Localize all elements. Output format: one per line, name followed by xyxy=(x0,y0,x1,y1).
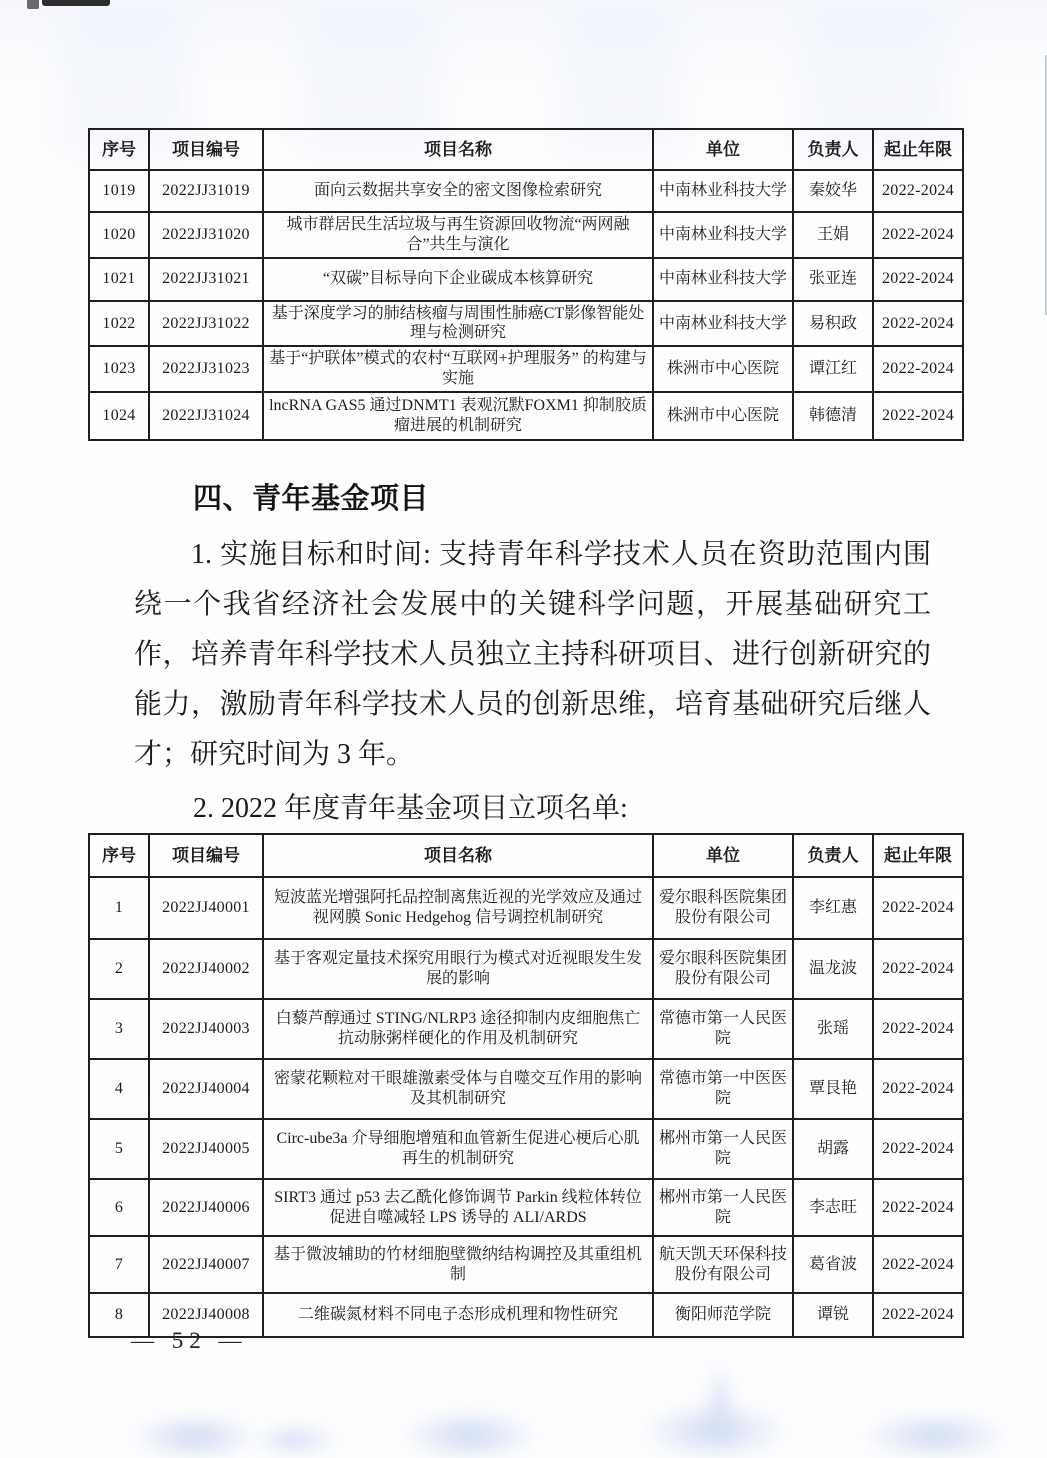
cell-code: 2022JJ40001 xyxy=(149,877,263,939)
cell-code: 2022JJ31024 xyxy=(149,392,263,440)
cell-code: 2022JJ40005 xyxy=(149,1119,263,1179)
header-project-code: 项目编号 xyxy=(149,834,263,877)
cell-code: 2022JJ31021 xyxy=(149,258,263,301)
table-row xyxy=(89,1119,963,1179)
table-row xyxy=(89,212,963,258)
cell-no: 8 xyxy=(89,1293,149,1337)
paragraph-line: 才；研究时间为 3 年。 xyxy=(134,739,415,770)
cell-name: 白藜芦醇通过 STING/NLRP3 途径抑制内皮细胞焦亡抗动脉粥样硬化的作用及机制研究 xyxy=(263,999,653,1059)
cell-leader: 谭锐 xyxy=(793,1293,873,1337)
cell-no: 4 xyxy=(89,1059,149,1119)
cell-code: 2022JJ40007 xyxy=(149,1236,263,1293)
paragraph-line: 能力，激励青年科学技术人员的创新思维，培育基础研究后继人 xyxy=(134,689,931,720)
page-number: — 52 — xyxy=(131,1328,248,1353)
cell-code: 2022JJ40006 xyxy=(149,1179,263,1236)
cell-no: 5 xyxy=(89,1119,149,1179)
cell-unit: 衡阳师范学院 xyxy=(653,1293,793,1337)
cell-code: 2022JJ40002 xyxy=(149,939,263,999)
table-header-row xyxy=(89,129,963,170)
cell-code: 2022JJ40008 xyxy=(149,1293,263,1337)
cell-years: 2022-2024 xyxy=(873,1119,963,1179)
scan-smudge xyxy=(250,1420,340,1458)
cell-name: 短波蓝光增强阿托品控制离焦近视的光学效应及通过视网膜 Sonic Hedgehog 信号调控机制研究 xyxy=(263,877,653,939)
cell-years: 2022-2024 xyxy=(873,877,963,939)
projects-table-senior xyxy=(88,128,964,441)
cell-no: 2 xyxy=(89,939,149,999)
paragraph-line: 1. 实施目标和时间: 支持青年科学技术人员在资助范围内围 xyxy=(191,539,931,570)
cell-unit: 郴州市第一人民医院 xyxy=(653,1119,793,1179)
header-project-name: 项目名称 xyxy=(263,834,653,877)
table-row xyxy=(89,939,963,999)
scan-smudge xyxy=(640,1400,790,1458)
cell-unit: 常德市第一中医医院 xyxy=(653,1059,793,1119)
header-unit: 单位 xyxy=(653,834,793,877)
scan-smudge xyxy=(130,1412,260,1458)
cell-no: 1022 xyxy=(89,301,149,347)
paragraph-line: 作，培养青年科学技术人员独立主持科研项目、进行创新研究的 xyxy=(134,639,931,670)
cell-code: 2022JJ40003 xyxy=(149,999,263,1059)
header-project-code: 项目编号 xyxy=(149,129,263,170)
cell-years: 2022-2024 xyxy=(873,392,963,440)
header-duration: 起止年限 xyxy=(873,834,963,877)
cell-leader: 胡露 xyxy=(793,1119,873,1179)
cell-years: 2022-2024 xyxy=(873,346,963,392)
cell-name: 基于“护联体”模式的农村“互联网+护理服务” 的构建与实施 xyxy=(263,346,653,392)
cell-years: 2022-2024 xyxy=(873,1059,963,1119)
cell-years: 2022-2024 xyxy=(873,1293,963,1337)
cell-no: 1024 xyxy=(89,392,149,440)
table-row xyxy=(89,1059,963,1119)
cell-no: 1020 xyxy=(89,212,149,258)
header-leader: 负责人 xyxy=(793,834,873,877)
cell-years: 2022-2024 xyxy=(873,258,963,301)
cell-leader: 温龙波 xyxy=(793,939,873,999)
section-heading: 四、青年基金项目 xyxy=(193,483,430,515)
cell-no: 6 xyxy=(89,1179,149,1236)
scan-artifact-mark xyxy=(27,0,39,9)
cell-unit: 株洲市中心医院 xyxy=(653,392,793,440)
cell-name: Circ-ube3a 介导细胞增殖和血管新生促进心梗后心肌再生的机制研究 xyxy=(263,1119,653,1179)
cell-years: 2022-2024 xyxy=(873,212,963,258)
header-unit: 单位 xyxy=(653,129,793,170)
header-project-name: 项目名称 xyxy=(263,129,653,170)
cell-leader: 覃艮艳 xyxy=(793,1059,873,1119)
projects-table-youth-fund xyxy=(88,833,964,1338)
cell-leader: 李志旺 xyxy=(793,1179,873,1236)
cell-name: 城市群居民生活垃圾与再生资源回收物流“两网融合”共生与演化 xyxy=(263,212,653,258)
header-serial-no: 序号 xyxy=(89,834,149,877)
table-row xyxy=(89,170,963,212)
cell-years: 2022-2024 xyxy=(873,999,963,1059)
section-paragraph xyxy=(134,530,931,780)
cell-unit: 株洲市中心医院 xyxy=(653,346,793,392)
cell-name: 二维碳氮材料不同电子态形成机理和物性研究 xyxy=(263,1293,653,1337)
cell-unit: 中南林业科技大学 xyxy=(653,212,793,258)
cell-code: 2022JJ31020 xyxy=(149,212,263,258)
table-row xyxy=(89,1236,963,1293)
cell-leader: 谭江红 xyxy=(793,346,873,392)
cell-unit: 中南林业科技大学 xyxy=(653,301,793,347)
cell-no: 1023 xyxy=(89,346,149,392)
cell-name: 基于微波辅助的竹材细胞壁微纳结构调控及其重组机制 xyxy=(263,1236,653,1293)
cell-years: 2022-2024 xyxy=(873,170,963,212)
cell-code: 2022JJ31019 xyxy=(149,170,263,212)
cell-leader: 张瑶 xyxy=(793,999,873,1059)
table-header-row xyxy=(89,834,963,877)
cell-unit: 常德市第一人民医院 xyxy=(653,999,793,1059)
cell-unit: 爱尔眼科医院集团股份有限公司 xyxy=(653,939,793,999)
cell-leader: 易积政 xyxy=(793,301,873,347)
cell-unit: 爱尔眼科医院集团股份有限公司 xyxy=(653,877,793,939)
cell-no: 1021 xyxy=(89,258,149,301)
scan-smudge xyxy=(860,1410,1010,1458)
cell-unit: 航天凯天环保科技股份有限公司 xyxy=(653,1236,793,1293)
table-row xyxy=(89,346,963,392)
list-heading: 2. 2022 年度青年基金项目立项名单: xyxy=(193,793,628,824)
cell-name: lncRNA GAS5 通过DNMT1 表观沉默FOXM1 抑制胶质瘤进展的机制研究 xyxy=(263,392,653,440)
cell-name: 密蒙花颗粒对干眼雄激素受体与自噬交互作用的影响及其机制研究 xyxy=(263,1059,653,1119)
scan-artifact-mark xyxy=(42,0,110,6)
cell-name: 基于客观定量技术探究用眼行为模式对近视眼发生发展的影响 xyxy=(263,939,653,999)
scan-smudge xyxy=(400,1408,540,1458)
cell-unit: 中南林业科技大学 xyxy=(653,258,793,301)
cell-leader: 韩德清 xyxy=(793,392,873,440)
cell-code: 2022JJ40004 xyxy=(149,1059,263,1119)
table-row xyxy=(89,258,963,301)
paragraph-line: 绕一个我省经济社会发展中的关键科学问题，开展基础研究工 xyxy=(134,589,931,620)
header-serial-no: 序号 xyxy=(89,129,149,170)
header-duration: 起止年限 xyxy=(873,129,963,170)
cell-years: 2022-2024 xyxy=(873,939,963,999)
table-row xyxy=(89,301,963,347)
table-row xyxy=(89,1179,963,1236)
cell-name: SIRT3 通过 p53 去乙酰化修饰调节 Parkin 线粒体转位促进自噬减轻 LPS 诱导的 ALI/ARDS xyxy=(263,1179,653,1236)
cell-code: 2022JJ31023 xyxy=(149,346,263,392)
table-row xyxy=(89,392,963,440)
table-row xyxy=(89,877,963,939)
cell-unit: 中南林业科技大学 xyxy=(653,170,793,212)
cell-leader: 张亚连 xyxy=(793,258,873,301)
cell-name: 基于深度学习的肺结核瘤与周围性肺癌CT影像智能处理与检测研究 xyxy=(263,301,653,347)
cell-no: 1019 xyxy=(89,170,149,212)
cell-leader: 李红惠 xyxy=(793,877,873,939)
cell-unit: 郴州市第一人民医院 xyxy=(653,1179,793,1236)
cell-years: 2022-2024 xyxy=(873,301,963,347)
cell-no: 7 xyxy=(89,1236,149,1293)
cell-leader: 秦姣华 xyxy=(793,170,873,212)
scan-smudge xyxy=(700,1360,740,1450)
cell-years: 2022-2024 xyxy=(873,1179,963,1236)
cell-no: 3 xyxy=(89,999,149,1059)
cell-code: 2022JJ31022 xyxy=(149,301,263,347)
cell-name: 面向云数据共享安全的密文图像检索研究 xyxy=(263,170,653,212)
cell-leader: 王娟 xyxy=(793,212,873,258)
table-row xyxy=(89,999,963,1059)
header-leader: 负责人 xyxy=(793,129,873,170)
cell-no: 1 xyxy=(89,877,149,939)
cell-leader: 葛省波 xyxy=(793,1236,873,1293)
cell-name: “双碳”目标导向下企业碳成本核算研究 xyxy=(263,258,653,301)
cell-years: 2022-2024 xyxy=(873,1236,963,1293)
